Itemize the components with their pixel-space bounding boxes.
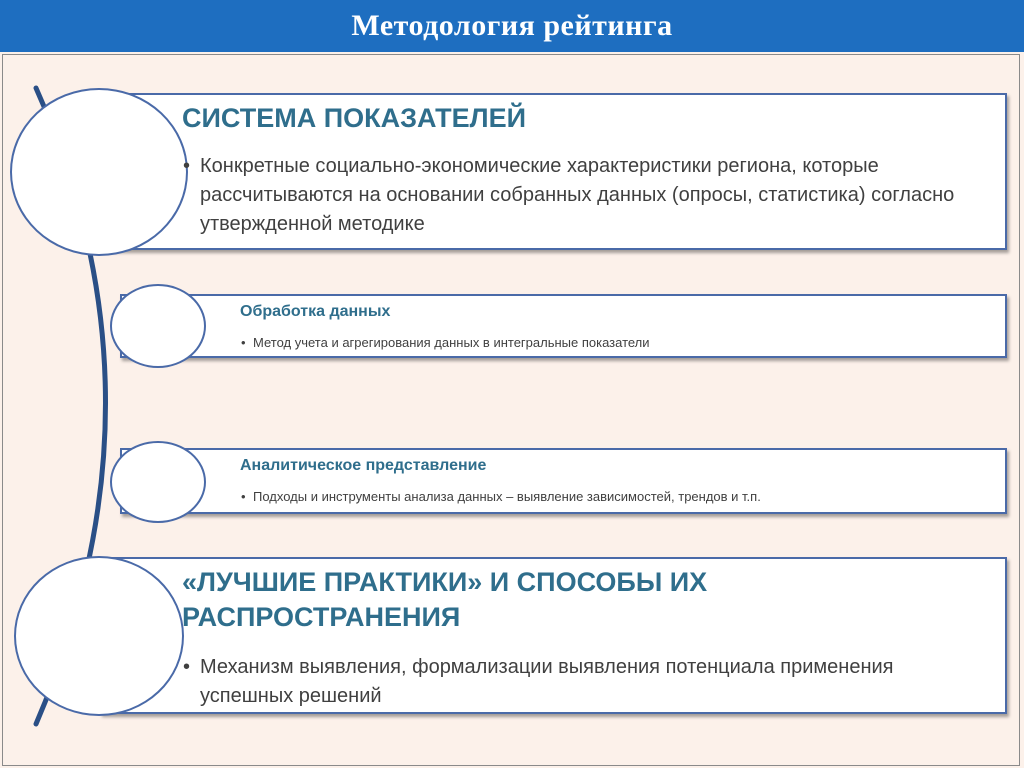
item-circle-analytics	[110, 441, 206, 523]
item-title-indicators: СИСТЕМА ПОКАЗАТЕЛЕЙ	[182, 103, 527, 133]
item-title-data-processing: Обработка данных	[240, 303, 391, 320]
slide-title: Методология рейтинга	[351, 9, 673, 42]
item-circle-indicators	[10, 88, 191, 256]
item-circle-best-practices	[14, 556, 184, 716]
bullet-marker: •	[183, 155, 191, 177]
item-text-analytics: Подходы и инструменты анализа данных – выявление зависимостей, трендов и т.п.	[253, 489, 761, 504]
item-text-indicators: Конкретные социально-экономические характеристики региона, которые рассчитываются на основании собранных данных (опросы, статистика) согласно утвержденной методике	[200, 155, 955, 235]
item-title-analytics: Аналитическое представление	[240, 457, 487, 474]
item-circle-data-processing	[110, 284, 206, 368]
item-text-best-practices: Механизм выявления, формализации выявления потенциала применения успешных решений	[200, 656, 894, 707]
item-text-data-processing: Метод учета и агрегирования данных в интегральные показатели	[253, 335, 650, 350]
bullet-marker: •	[241, 335, 246, 350]
bullet-marker: •	[241, 489, 246, 504]
bullet-marker: •	[183, 656, 191, 678]
item-title-best-practices: «ЛУЧШИЕ ПРАКТИКИ» И СПОСОБЫ ИХ РАСПРОСТРАНЕНИЯ	[182, 567, 708, 632]
